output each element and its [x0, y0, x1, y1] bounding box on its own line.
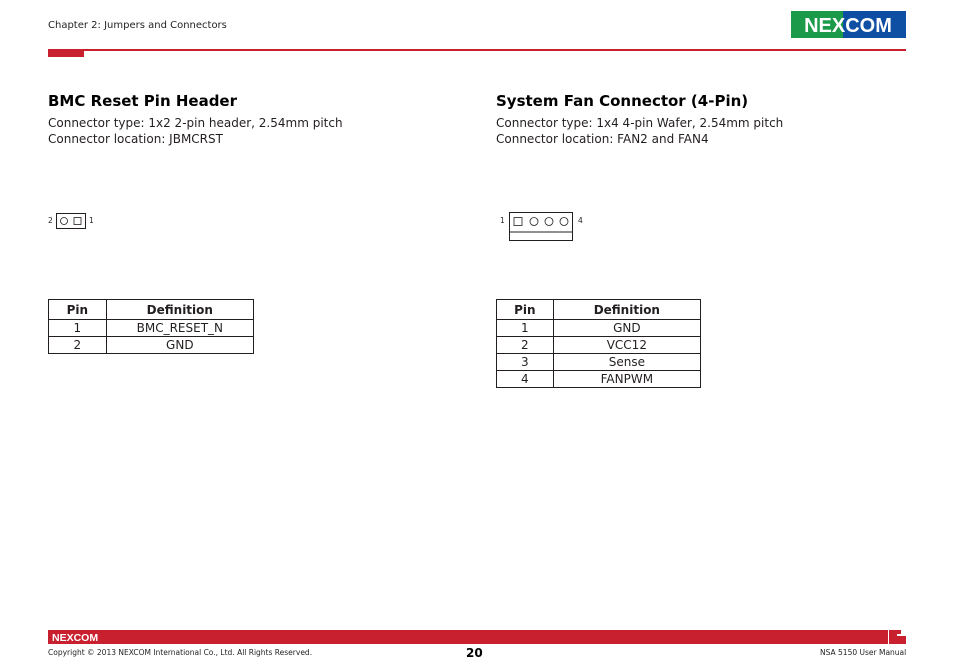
bmc-pin-label-right: 1 — [89, 216, 94, 225]
fan-connector-title: System Fan Connector (4-Pin) — [496, 92, 749, 110]
bmc-pin-table — [48, 299, 254, 354]
table-row — [49, 337, 254, 354]
table-header-pin: Pin — [49, 300, 107, 320]
bmc-reset-title: BMC Reset Pin Header — [48, 92, 238, 110]
pin-number: 3 — [497, 354, 554, 371]
round-pin-icon — [530, 218, 538, 226]
footer-block — [897, 636, 906, 644]
pin-definition: GND — [553, 320, 700, 337]
table-row — [497, 371, 701, 388]
pin-number: 2 — [49, 337, 107, 354]
table-header-definition: Definition — [106, 300, 253, 320]
fan-pin-table — [496, 299, 701, 388]
fan-pin-label-left: 1 — [500, 216, 505, 225]
chapter-heading: Chapter 2: Jumpers and Connectors — [48, 20, 227, 31]
copyright-text: Copyright © 2013 NEXCOM International Co., Ltd. All Rights Reserved. — [48, 648, 313, 657]
footer-block — [889, 630, 897, 644]
table-row — [497, 320, 701, 337]
logo-text: NEXCOM — [804, 15, 892, 37]
manual-title: NSA 5150 User Manual — [820, 648, 907, 657]
square-pin-icon — [514, 218, 522, 226]
square-pin-icon — [74, 218, 81, 225]
bmc-connector-location: Connector location: JBMCRST — [48, 132, 223, 146]
pin-definition: Sense — [553, 354, 700, 371]
header-tab — [48, 49, 84, 57]
pin-number: 1 — [497, 320, 554, 337]
bmc-pin-header-diagram — [56, 213, 86, 229]
nexcom-logo — [791, 11, 906, 38]
footer-nexcom-logo — [52, 632, 108, 642]
table-header-pin: Pin — [497, 300, 554, 320]
pin-definition: GND — [106, 337, 253, 354]
table-header-definition: Definition — [553, 300, 700, 320]
round-pin-icon — [545, 218, 553, 226]
bmc-pin-label-left: 2 — [48, 216, 53, 225]
footer-logo-text: NEXCOM — [52, 632, 99, 642]
fan-connector-type: Connector type: 1x4 4-pin Wafer, 2.54mm pitch — [496, 116, 784, 130]
table-row — [497, 354, 701, 371]
pin-number: 4 — [497, 371, 554, 388]
round-pin-icon — [61, 218, 68, 225]
fan-pin-label-right: 4 — [578, 216, 583, 225]
round-pin-icon — [560, 218, 568, 226]
footer-bar — [48, 630, 888, 644]
pin-definition: BMC_RESET_N — [106, 320, 253, 337]
table-row — [49, 320, 254, 337]
fan-connector-diagram — [509, 212, 574, 242]
header-rule — [48, 49, 906, 51]
pin-number: 2 — [497, 337, 554, 354]
page-number: 20 — [466, 646, 483, 660]
table-row — [497, 337, 701, 354]
pin-definition: VCC12 — [553, 337, 700, 354]
fan-connector-location: Connector location: FAN2 and FAN4 — [496, 132, 709, 146]
footer-block — [897, 630, 901, 634]
pin-definition: FANPWM — [553, 371, 700, 388]
bmc-connector-type: Connector type: 1x2 2-pin header, 2.54mm pitch — [48, 116, 343, 130]
pin-number: 1 — [49, 320, 107, 337]
